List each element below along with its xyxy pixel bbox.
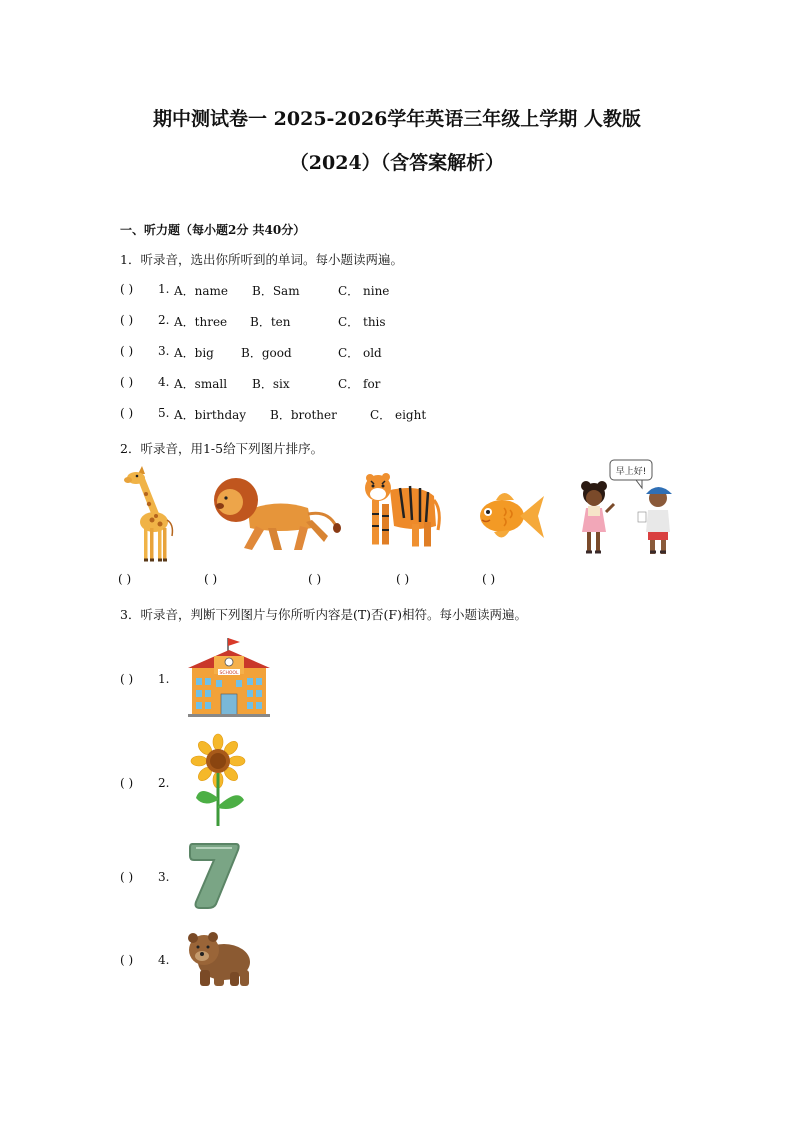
section-heading-listening: 一、听力题（每小题2分 共40分） — [120, 223, 306, 237]
answer-blank[interactable]: ( ) — [120, 375, 134, 389]
item-number: 2. — [158, 776, 170, 790]
answer-blank[interactable]: ( ) — [120, 313, 134, 327]
question-2-answer-row — [118, 572, 678, 588]
lion-picture — [208, 470, 343, 555]
answer-blank[interactable]: ( ) — [120, 776, 134, 790]
item-number: 3. — [158, 870, 170, 884]
option-c: C． nine — [338, 284, 390, 298]
option-c: C． this — [338, 315, 386, 329]
question-3-item-1 — [120, 672, 180, 688]
sunflower-picture — [192, 736, 248, 828]
page-title: 期中测试卷一 2025-2026学年英语三年级上学期 人教版 — [153, 108, 641, 130]
answer-blank[interactable]: ( ) — [482, 572, 496, 586]
school-sign-text: SCHOOL — [219, 671, 239, 676]
kids-greeting-picture — [576, 458, 676, 560]
answer-blank[interactable]: ( ) — [120, 672, 134, 686]
answer-blank[interactable]: ( ) — [204, 572, 218, 586]
question-2-prompt: 2．听录音，用1-5给下列图片排序。 — [120, 441, 324, 456]
question-3-item-2 — [120, 776, 180, 792]
option-b: B．Sam — [252, 284, 300, 298]
option-b: B．ten — [250, 315, 291, 329]
bear-picture — [184, 926, 252, 990]
item-number: 4. — [158, 953, 170, 967]
answer-blank[interactable]: ( ) — [120, 344, 134, 358]
question-3-item-4 — [120, 953, 180, 969]
goldfish-picture — [474, 486, 546, 544]
answer-blank[interactable]: ( ) — [118, 572, 132, 586]
answer-blank[interactable]: ( ) — [120, 406, 134, 420]
option-a: A．small — [174, 377, 228, 391]
answer-blank[interactable]: ( ) — [120, 282, 134, 296]
item-number: 2. — [158, 313, 170, 327]
school-picture — [186, 636, 272, 718]
answer-blank[interactable]: ( ) — [308, 572, 322, 586]
tiger-picture — [360, 470, 440, 554]
option-b: B．good — [241, 346, 292, 360]
option-c: C． for — [338, 377, 381, 391]
option-a: A．birthday — [174, 408, 247, 422]
option-a: A．name — [174, 284, 229, 298]
option-b: B．six — [252, 377, 290, 391]
item-number: 5. — [158, 406, 170, 420]
question-3-prompt: 3．听录音，判断下列图片与你所听内容是(T)否(F)相符。每小题读两遍。 — [120, 607, 527, 622]
option-a: A．three — [174, 315, 228, 329]
option-a: A．big — [174, 346, 214, 360]
option-c: C． eight — [370, 408, 427, 422]
page-subtitle: （2024）（含答案解析） — [289, 152, 505, 174]
item-number: 3. — [158, 344, 170, 358]
question-1-prompt: 1．听录音，选出你所听到的单词。每小题读两遍。 — [120, 252, 403, 267]
answer-blank[interactable]: ( ) — [120, 953, 134, 967]
answer-blank[interactable]: ( ) — [120, 870, 134, 884]
speech-bubble-text: 早上好! — [615, 467, 647, 477]
item-number: 1. — [158, 672, 170, 686]
number-seven-picture — [186, 840, 242, 910]
item-number: 1. — [158, 282, 170, 296]
answer-blank[interactable]: ( ) — [396, 572, 410, 586]
option-b: B．brother — [270, 408, 337, 422]
question-3-item-3 — [120, 870, 180, 886]
giraffe-picture — [118, 462, 178, 564]
option-c: C． old — [338, 346, 382, 360]
item-number: 4. — [158, 375, 170, 389]
